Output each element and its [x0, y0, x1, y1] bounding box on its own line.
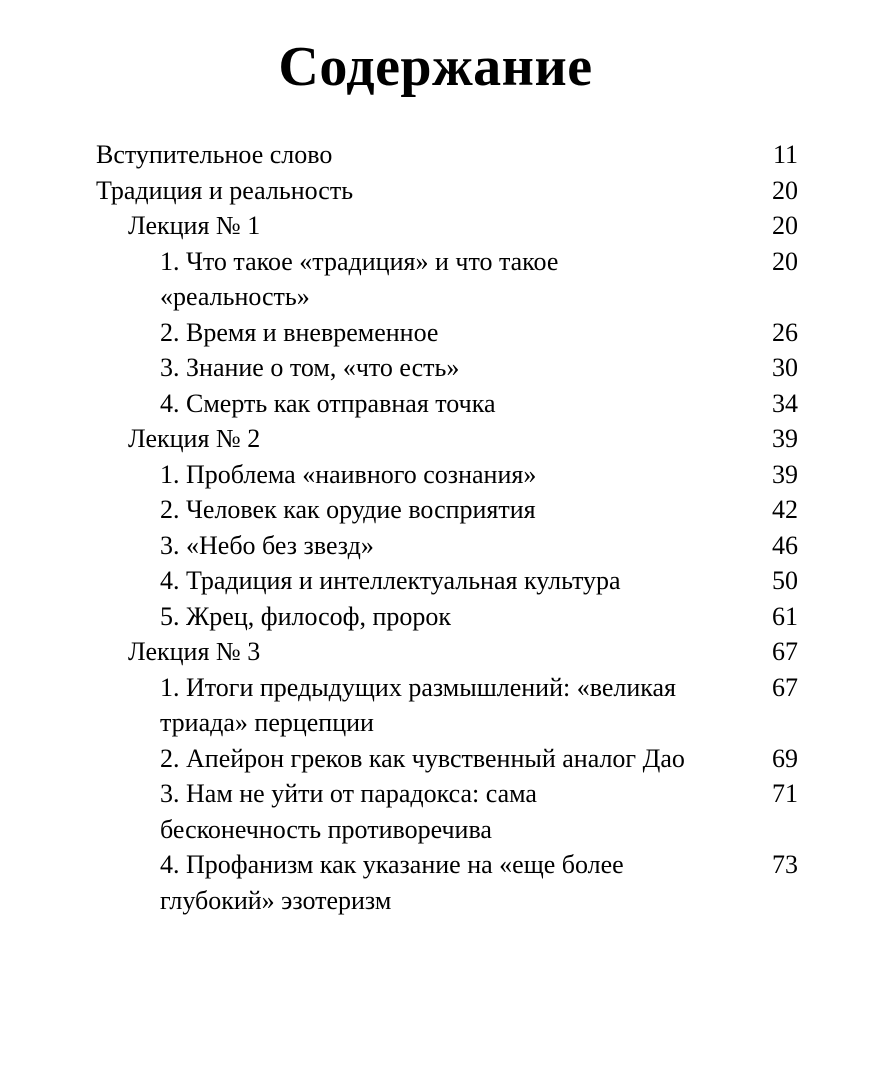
toc-entry-title: 3. Нам не уйти от парадокса: сама бесконечность противоречива: [160, 779, 537, 844]
toc-entry[interactable]: [96, 563, 798, 599]
toc-entry[interactable]: [96, 137, 798, 173]
toc-entry-page: 20: [772, 175, 798, 205]
toc-entry-title: 3. «Небо без звезд»: [160, 530, 374, 560]
toc-entry-title: 1. Проблема «наивного сознания»: [160, 459, 537, 489]
toc-entry[interactable]: [96, 492, 798, 528]
toc-entry[interactable]: [96, 350, 798, 386]
toc-entry-page: 73: [772, 850, 798, 879]
toc-entry[interactable]: [96, 244, 798, 315]
toc-entry[interactable]: [96, 599, 798, 635]
toc-entry-title: 2. Человек как орудие восприятия: [160, 495, 536, 524]
toc-entry[interactable]: [96, 208, 798, 244]
toc-entry-page: 71: [772, 779, 798, 808]
toc-entry[interactable]: [96, 421, 798, 457]
toc-entry[interactable]: [96, 670, 798, 741]
toc-entry-title: 4. Традиция и интеллектуальная культура: [160, 566, 621, 595]
toc-entry-title: 5. Жрец, философ, пророк: [160, 601, 452, 631]
toc-entry-title: 2. Время и вневременное: [160, 317, 439, 347]
toc-entry-page: 67: [772, 672, 798, 702]
toc-entry-title: 2. Апейрон греков как чувственный аналог Дао: [160, 743, 685, 773]
toc-entry[interactable]: [96, 315, 798, 351]
toc-entry[interactable]: [96, 776, 798, 847]
toc-entry[interactable]: [96, 741, 798, 777]
toc-entry-page: 69: [772, 743, 798, 773]
toc-entry-page: 50: [772, 566, 798, 595]
toc-entry-title: 1. Что такое «традиция» и что такое «реальность»: [160, 246, 559, 311]
toc-entry-title: 4. Смерть как отправная точка: [160, 388, 496, 418]
toc-entry-page: 20: [772, 211, 798, 240]
toc-entry-page: 67: [772, 637, 798, 666]
toc-entry-title: 3. Знание о том, «что есть»: [160, 353, 460, 382]
toc-entry-page: 61: [772, 601, 798, 631]
toc-entry-page: 11: [772, 140, 798, 169]
toc-entry-title: 1. Итоги предыдущих размышлений: «великая триада» перцепции: [160, 672, 677, 737]
toc-entry-page: 26: [772, 317, 798, 347]
page-title: Содержание: [278, 36, 593, 98]
toc-entry-page: 39: [772, 459, 798, 489]
toc-entry[interactable]: [96, 847, 798, 918]
toc-entry-title: Лекция № 1: [128, 211, 261, 240]
toc-entry[interactable]: [96, 634, 798, 670]
toc-entry-page: 39: [772, 424, 798, 453]
toc-entry-title: Лекция № 2: [128, 424, 261, 453]
toc-entry-page: 30: [772, 353, 798, 382]
toc-entry-title: Вступительное слово: [96, 140, 333, 169]
toc-entry-page: 46: [772, 530, 798, 560]
toc-entry-page: 42: [772, 495, 798, 524]
table-of-contents: [96, 137, 798, 918]
toc-entry[interactable]: [96, 173, 798, 209]
toc-entry[interactable]: [96, 457, 798, 493]
toc-entry-page: 34: [772, 388, 798, 418]
toc-entry-title: 4. Профанизм как указание на «еще более глубокий» эзотеризм: [160, 850, 624, 915]
toc-entry[interactable]: [96, 386, 798, 422]
toc-entry-title: Лекция № 3: [128, 637, 261, 666]
toc-entry-title: Традиция и реальность: [96, 175, 354, 205]
toc-entry[interactable]: [96, 528, 798, 564]
toc-entry-page: 20: [772, 246, 798, 276]
